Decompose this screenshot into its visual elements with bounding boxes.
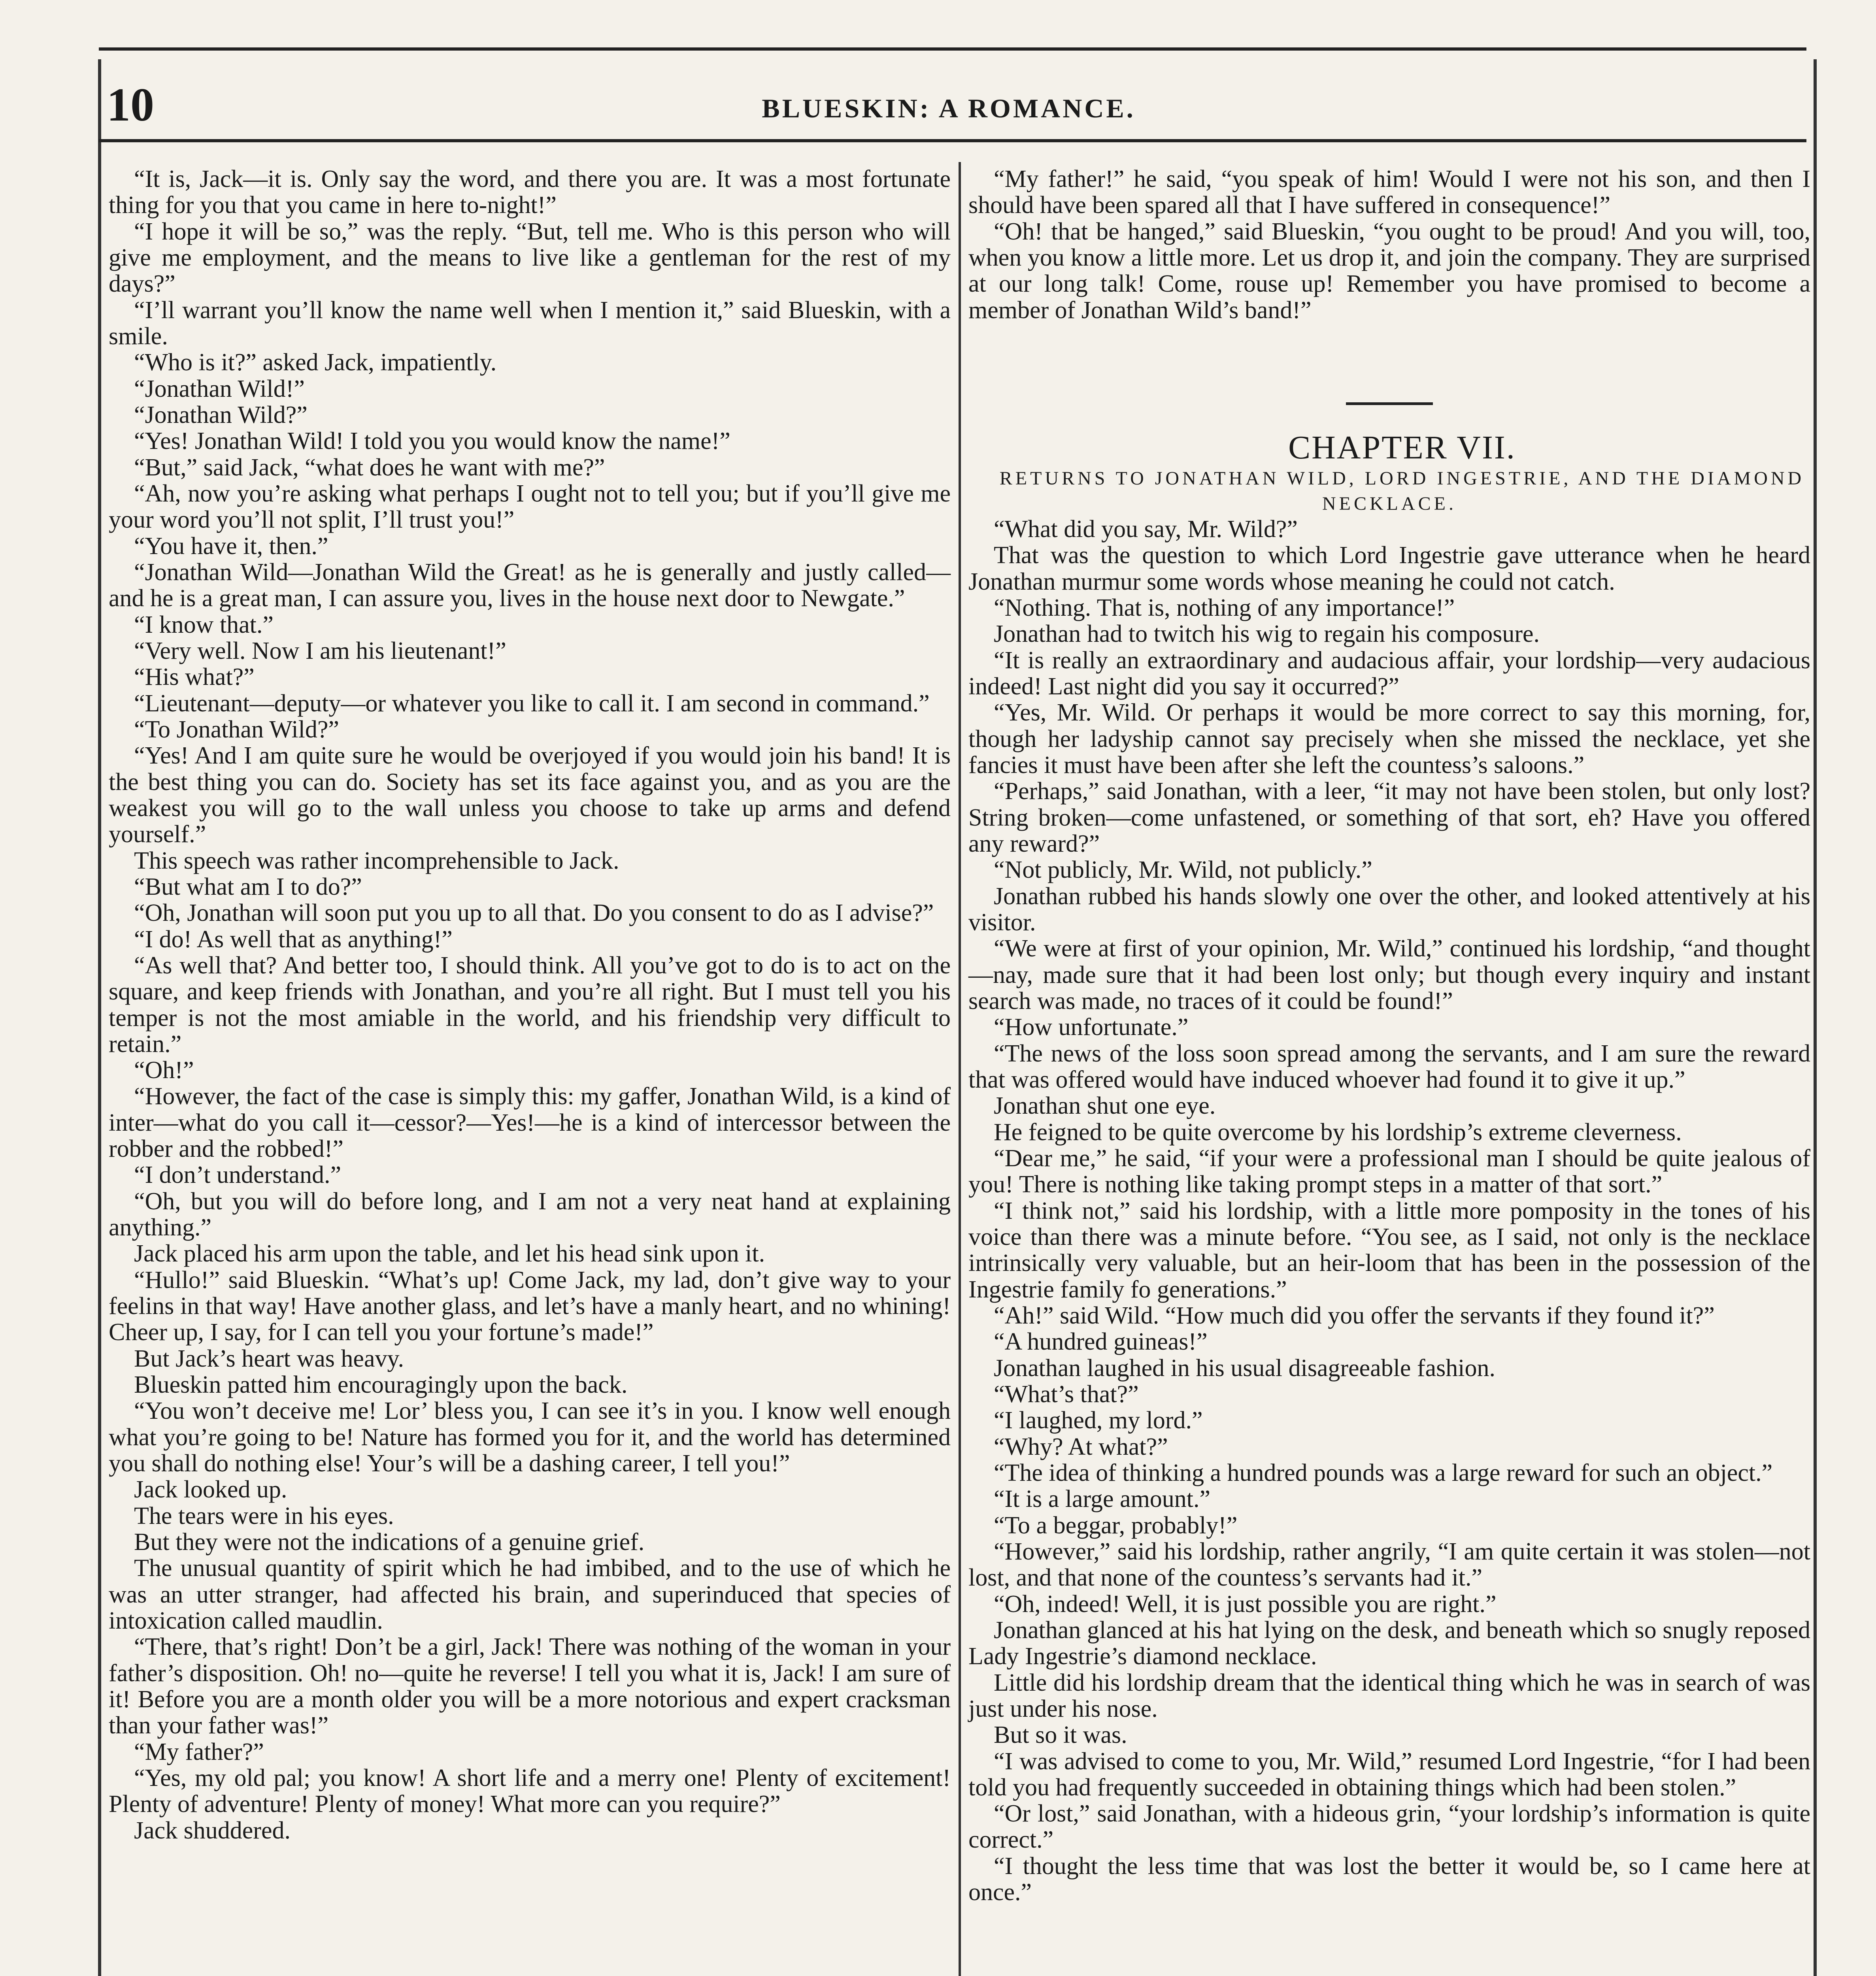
paragraph: “Jonathan Wild?”: [134, 401, 308, 428]
paragraph: “There, that’s right! Don’t be a girl, Jack! There was nothing of the woman in your father’s disposition. Oh! no—quite he reverse! I tell you what it is, Jack! I am sure of it! Before you are a month older you will be a more notorious and expert cracksman than your father was!”: [109, 1633, 951, 1739]
paragraph: “We were at first of your opinion, Mr. Wild,” continued his lordship, “and thought—nay, made sure that it had been lost only; but though every inquiry and instant search was made, no traces of it could be found!”: [968, 935, 1810, 1014]
paragraph: “However, the fact of the case is simply this: my gaffer, Jonathan Wild, is a kind of inter—what do you call it—cessor?—Yes!—he is a kind of intercessor between the robber and the robbed!”: [109, 1083, 951, 1163]
paragraph: Jonathan had to twitch his wig to regain his composure.: [994, 620, 1540, 648]
left-border: [98, 59, 101, 1976]
chapter-heading-block: [968, 402, 1810, 516]
paragraph: Little did his lordship dream that the identical thing which he was in search of was just under his nose.: [968, 1669, 1810, 1722]
paragraph: “My father?”: [134, 1738, 264, 1765]
paragraph: He feigned to be quite overcome by his lordship’s extreme cleverness.: [994, 1118, 1682, 1146]
paragraph: Jack shuddered.: [134, 1817, 291, 1844]
paragraph: “Jonathan Wild!”: [134, 375, 305, 402]
top-rule: [99, 47, 1806, 51]
paragraph: The tears were in his eyes.: [134, 1502, 394, 1529]
paragraph: “Oh! that be hanged,” said Blueskin, “you ought to be proud! And you will, too, when you know a little more. Let us drop it, and join the company. They are surprised at our long talk! Come, rouse up! Remember you have promised to become a member of Jonathan Wild’s band!”: [968, 218, 1810, 324]
paragraph: “You won’t deceive me! Lor’ bless you, I can see it’s in you. I know well enough what you’re going to be! Nature has formed you for it, and the world has determined you shall do nothing else! Your’s will be a dashing career, I tell you!”: [109, 1397, 951, 1477]
paragraph: Jonathan shut one eye.: [994, 1092, 1216, 1120]
paragraph: “I laughed, my lord.”: [994, 1407, 1203, 1434]
paragraph: “Ah, now you’re asking what perhaps I ought not to tell you; but if you’ll give me your word you’ll not split, I’ll trust you!”: [109, 480, 951, 534]
paragraph: “Jonathan Wild—Jonathan Wild the Great! as he is generally and justly called—and he is a great man, I can assure you, lives in the house next door to Newgate.”: [109, 558, 951, 612]
paragraph: Jack placed his arm upon the table, and let his head sink upon it.: [134, 1240, 765, 1267]
paragraph: “How unfortunate.”: [994, 1014, 1189, 1041]
paragraph: “It is a large amount.”: [994, 1486, 1211, 1513]
paragraph: “I was advised to come to you, Mr. Wild,” resumed Lord Ingestrie, “for I had been told you had frequently succeeded in obtaining things which had been stolen.”: [968, 1748, 1810, 1801]
paragraph: Jonathan rubbed his hands slowly one over the other, and looked attentively at his visitor.: [968, 882, 1810, 936]
chapter-subtitle: RETURNS TO JONATHAN WILD, LORD INGESTRIE, AND THE DIAMOND NECKLACE.: [999, 468, 1805, 514]
paragraph: “What did you say, Mr. Wild?”: [994, 516, 1298, 543]
paragraph: “Who is it?” asked Jack, impatiently.: [134, 349, 497, 376]
paragraph: “Hullo!” said Blueskin. “What’s up! Come Jack, my lad, don’t give way to your feelins in that way! Have another glass, and let’s have a manly heart, and no whining! Cheer up, I say, for I can tell you your fortune’s made!”: [109, 1266, 951, 1346]
paragraph: “I think not,” said his lordship, with a little more pomposity in the tones of his voice than there was a minute before. “You see, as I said, not only is the necklace intrinsically very valuable, but an heir-loom that has been in the possession of the Ingestrie family fo generations.”: [968, 1197, 1810, 1303]
paragraph: “Dear me,” he said, “if your were a professional man I should be quite jealous of you! There is nothing like taking prompt steps in a matter of that sort.”: [968, 1144, 1810, 1198]
paragraph: Blueskin patted him encouragingly upon the back.: [134, 1371, 628, 1399]
paragraph: “Or lost,” said Jonathan, with a hideous grin, “your lordship’s information is quite correct.”: [968, 1800, 1810, 1853]
left-column: [109, 166, 951, 1844]
paragraph: But they were not the indications of a genuine grief.: [134, 1529, 645, 1556]
paragraph: “Nothing. That is, nothing of any importance!”: [994, 594, 1455, 622]
right-column-chapter-text: [968, 516, 1810, 1905]
paragraph: This speech was rather incomprehensible to Jack.: [134, 847, 619, 874]
paragraph: “Oh, but you will do before long, and I am not a very neat hand at explaining anything.”: [109, 1188, 951, 1241]
chapter-title: CHAPTER VII.: [1288, 429, 1516, 466]
paragraph: “Lieutenant—deputy—or whatever you like to call it. I am second in command.”: [134, 690, 930, 717]
paragraph: “Yes, Mr. Wild. Or perhaps it would be more correct to say this morning, for, though her ladyship cannot say precisely when she missed the necklace, yet she fancies it must have been after she left the countess’s saloons.”: [968, 699, 1810, 779]
header-rule: [99, 139, 1806, 142]
paragraph: Jack looked up.: [134, 1476, 287, 1503]
paragraph: “Why? At what?”: [994, 1433, 1168, 1460]
chapter-rule: [1346, 402, 1433, 405]
paragraph: But Jack’s heart was heavy.: [134, 1345, 404, 1372]
paragraph: “The idea of thinking a hundred pounds was a large reward for such an object.”: [994, 1459, 1773, 1486]
paragraph: “I know that.”: [134, 611, 274, 638]
paragraph: That was the question to which Lord Ingestrie gave utterance when he heard Jonathan murmur some words whose meaning he could not catch.: [968, 542, 1810, 595]
paragraph: “It is, Jack—it is. Only say the word, and there you are. It was a most fortunate thing for you that you came in here to-night!”: [109, 166, 951, 219]
paragraph: “Oh!”: [134, 1057, 194, 1084]
paragraph: “Perhaps,” said Jonathan, with a leer, “it may not have been stolen, but only lost? String broken—come unfastened, or something of that sort, eh? Have you offered any reward?”: [968, 778, 1810, 858]
paragraph: “As well that? And better too, I should think. All you’ve got to do is to act on the square, and keep friends with Jonathan, and you’re all right. But I must tell you his temper is not the most amiable in the world, and his friendship very difficult to retain.”: [109, 952, 951, 1058]
paragraph: “It is really an extraordinary and audacious affair, your lordship—very audacious indeed! Last night did you say it occurred?”: [968, 647, 1810, 700]
paragraph: “Very well. Now I am his lieutenant!”: [134, 637, 506, 664]
paragraph: “I’ll warrant you’ll know the name well when I mention it,” said Blueskin, with a smile.: [109, 296, 951, 350]
right-border: [1814, 59, 1817, 1976]
right-column: [968, 166, 1810, 1905]
paragraph: “Not publicly, Mr. Wild, not publicly.”: [994, 856, 1372, 884]
paragraph: Jonathan glanced at his hat lying on the desk, and beneath which so snugly reposed Lady Ingestrie’s diamond necklace.: [968, 1616, 1810, 1670]
paragraph: “Yes! Jonathan Wild! I told you you would know the name!”: [134, 428, 730, 455]
paragraph: The unusual quantity of spirit which he had imbibed, and to the use of which he was an utter stranger, had affected his brain, and superinduced that species of intoxication called maudlin.: [109, 1555, 951, 1635]
paragraph: “To a beggar, probably!”: [994, 1512, 1238, 1539]
running-head: BLUESKIN: A ROMANCE.: [762, 93, 1136, 123]
paragraph: “However,” said his lordship, rather angrily, “I am quite certain it was stolen—not lost, and that none of the countess’s servants had it.”: [968, 1538, 1810, 1591]
paragraph: “His what?”: [134, 664, 255, 691]
paragraph: “Oh, Jonathan will soon put you up to all that. Do you consent to do as I advise?”: [134, 899, 934, 927]
paragraph: “Ah!” said Wild. “How much did you offer the servants if they found it?”: [994, 1302, 1715, 1329]
paragraph: But so it was.: [994, 1721, 1127, 1749]
paragraph: “I hope it will be so,” was the reply. “But, tell me. Who is this person who will give me employment, and the means to live like a gentleman for the rest of my days?”: [109, 218, 951, 298]
paragraph: “But what am I to do?”: [134, 873, 362, 900]
paragraph: “My father!” he said, “you speak of him! Would I were not his son, and then I should have been spared all that I have suffered in consequence!”: [968, 166, 1810, 219]
paragraph: “A hundred guineas!”: [994, 1328, 1208, 1356]
paragraph: “You have it, then.”: [134, 532, 328, 560]
page-number: 10: [107, 78, 154, 131]
paragraph: “I don’t understand.”: [134, 1161, 341, 1189]
paragraph: “What’s that?”: [994, 1380, 1139, 1408]
paragraph: “Yes! And I am quite sure he would be overjoyed if you would join his band! It is the best thing you can do. Society has set its face against you, and as you are the weakest you will go to the wall unless you choose to take up arms and defend yourself.”: [109, 742, 951, 848]
column-divider: [959, 162, 961, 1976]
paragraph: Jonathan laughed in his usual disagreeable fashion.: [994, 1354, 1495, 1382]
paragraph: “I thought the less time that was lost the better it would be, so I came here at once.”: [968, 1852, 1810, 1906]
paragraph: “But,” said Jack, “what does he want with me?”: [134, 454, 605, 481]
paragraph: “The news of the loss soon spread among the servants, and I am sure the reward that was offered would have induced whoever had found it to give it up.”: [968, 1040, 1810, 1093]
paragraph: “I do! As well that as anything!”: [134, 926, 453, 953]
paragraph: “To Jonathan Wild?”: [134, 716, 339, 743]
right-column-top-text: [968, 166, 1810, 323]
paragraph: “Yes, my old pal; you know! A short life and a merry one! Plenty of excitement! Plenty of adventure! Plenty of money! What more can you require?”: [109, 1765, 951, 1818]
paragraph: “Oh, indeed! Well, it is just possible you are right.”: [994, 1590, 1497, 1618]
